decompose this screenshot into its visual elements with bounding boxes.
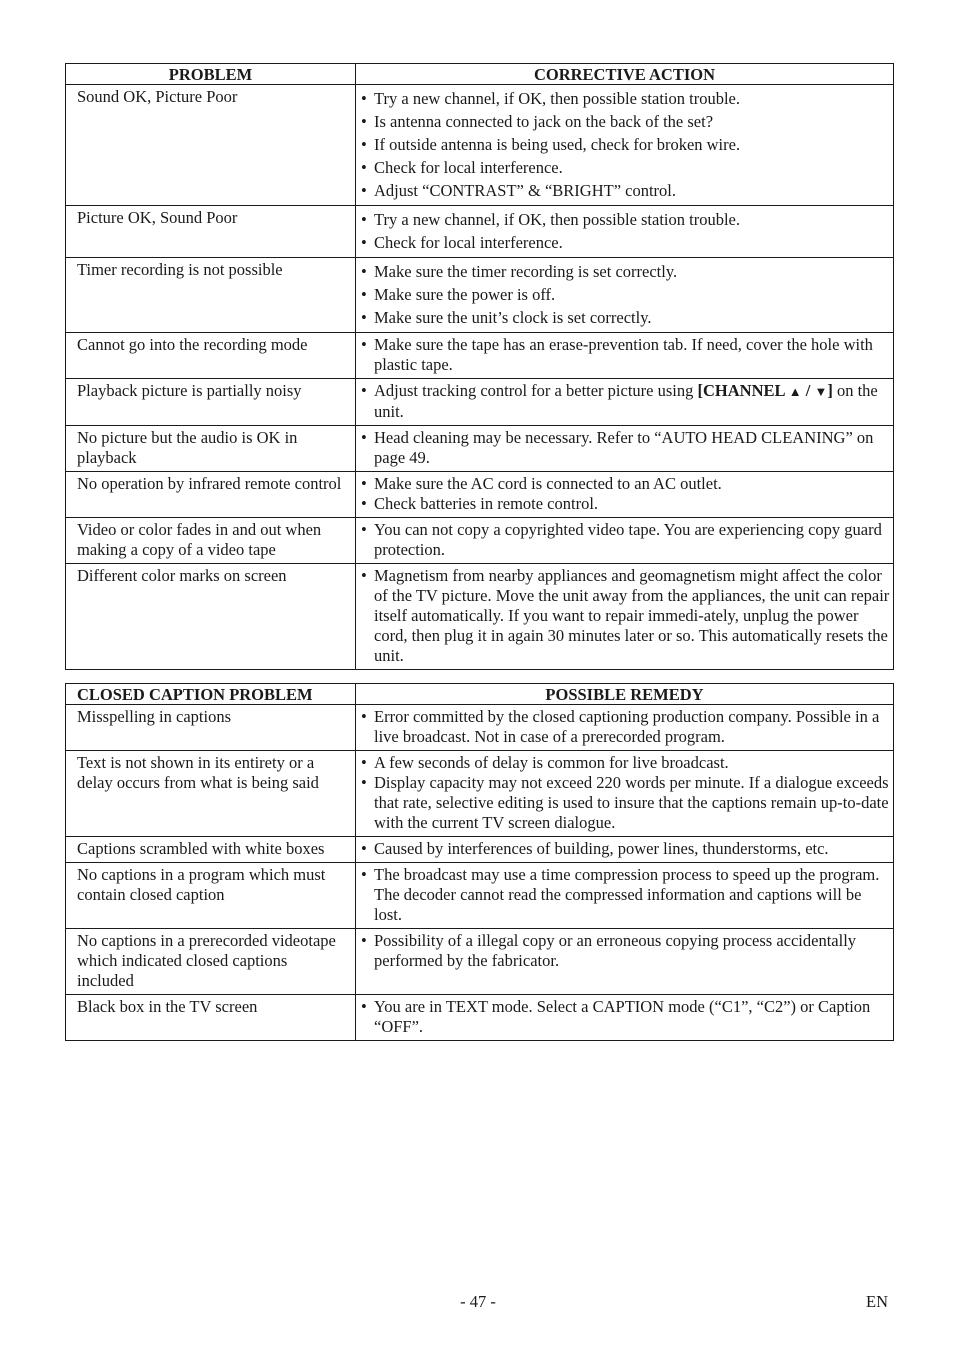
problem-cell: No picture but the audio is OK in playback <box>66 426 356 472</box>
remedy-cell <box>356 929 894 995</box>
remedy-item: • You are in TEXT mode. Select a CAPTION mode (“C1”, “C2”) or Caption “OFF”. <box>360 997 890 1037</box>
table-row <box>66 705 894 751</box>
problem-cell: No operation by infrared remote control <box>66 472 356 518</box>
remedy-item: • Error committed by the closed captioning production company. Possible in a live broadcast. Not in case of a prerecorded program. <box>360 707 890 747</box>
problem-cell: Video or color fades in and out when making a copy of a video tape <box>66 518 356 564</box>
action-item: • Make sure the timer recording is set correctly. <box>360 260 890 283</box>
remedy-cell <box>356 705 894 751</box>
problem-cell: Black box in the TV screen <box>66 995 356 1041</box>
action-text: on the unit. <box>374 381 878 421</box>
problem-cell: Picture OK, Sound Poor <box>66 206 356 258</box>
page-number: - 47 - <box>460 1292 496 1311</box>
action-cell <box>356 426 894 472</box>
possible-remedy-column-header: POSSIBLE REMEDY <box>356 684 894 705</box>
bracket-close: ] <box>827 381 833 400</box>
table-row <box>66 518 894 564</box>
problem-cell: Text is not shown in its entirety or a delay occurs from what is being said <box>66 751 356 837</box>
problem-cell: Different color marks on screen <box>66 564 356 670</box>
action-item: • Make sure the AC cord is connected to an AC outlet. <box>360 474 890 494</box>
corrective-action-column-header: CORRECTIVE ACTION <box>356 64 894 85</box>
closed-caption-problem-column-header: CLOSED CAPTION PROBLEM <box>66 684 356 705</box>
problem-cell: Sound OK, Picture Poor <box>66 85 356 206</box>
problem-cell: Timer recording is not possible <box>66 258 356 333</box>
table-row <box>66 863 894 929</box>
action-item: • Check for local interference. <box>360 231 890 254</box>
table-row <box>66 333 894 379</box>
action-item: • Make sure the unit’s clock is set correctly. <box>360 306 890 329</box>
remedy-item: • Possibility of a illegal copy or an erroneous copying process accidentally performed by the fabricator. <box>360 931 890 971</box>
problem-cell: Playback picture is partially noisy <box>66 379 356 426</box>
table-row <box>66 564 894 670</box>
remedy-item: • The broadcast may use a time compression process to speed up the program. The decoder cannot read the compressed information and captions will be lost. <box>360 865 890 925</box>
action-item: • Make sure the power is off. <box>360 283 890 306</box>
problem-cell: Captions scrambled with white boxes <box>66 837 356 863</box>
action-item: • Check batteries in remote control. <box>360 494 890 514</box>
action-cell <box>356 564 894 670</box>
action-item: • Check for local interference. <box>360 156 890 179</box>
table-header-row <box>66 684 894 705</box>
bracket-open: [ <box>697 381 703 400</box>
action-item: • Make sure the tape has an erase-prevention tab. If need, cover the hole with plastic tape. <box>360 335 890 375</box>
action-item: • Adjust “CONTRAST” & “BRIGHT” control. <box>360 179 890 202</box>
action-item: • Try a new channel, if OK, then possible station trouble. <box>360 208 890 231</box>
action-text: Adjust tracking control for a better picture using <box>374 381 698 400</box>
remedy-item: • A few seconds of delay is common for live broadcast. <box>360 753 890 773</box>
action-cell <box>356 258 894 333</box>
table-row <box>66 379 894 426</box>
action-cell <box>356 85 894 206</box>
problem-cell: Cannot go into the recording mode <box>66 333 356 379</box>
remedy-cell <box>356 995 894 1041</box>
table-row <box>66 751 894 837</box>
table-row <box>66 85 894 206</box>
table-row <box>66 426 894 472</box>
remedy-item: • Display capacity may not exceed 220 words per minute. If a dialogue exceeds that rate, selective editing is used to insure that the captions remain up-to-date with the current TV screen dialogue. <box>360 773 890 833</box>
remedy-cell <box>356 837 894 863</box>
closed-caption-table <box>65 683 894 1041</box>
troubleshooting-table <box>65 63 894 670</box>
table-header-row <box>66 64 894 85</box>
action-cell <box>356 333 894 379</box>
action-item: • Try a new channel, if OK, then possible station trouble. <box>360 87 890 110</box>
action-item: • Magnetism from nearby appliances and geomagnetism might affect the color of the TV picture. Move the unit away from the appliances, the unit can repair itself automatically. If you want to repair immedi-ately, unplug the power cord, then plug it in again 30 minutes later or so. This automatically resets the unit. <box>360 566 890 666</box>
table-row <box>66 995 894 1041</box>
slash-separator: / <box>801 381 815 400</box>
action-cell <box>356 518 894 564</box>
action-item: • Is antenna connected to jack on the back of the set? <box>360 110 890 133</box>
table-row <box>66 837 894 863</box>
channel-button-label: CHANNEL <box>703 381 789 400</box>
action-item: • If outside antenna is being used, check for broken wire. <box>360 133 890 156</box>
table-row <box>66 929 894 995</box>
action-cell <box>356 379 894 426</box>
remedy-cell <box>356 751 894 837</box>
remedy-item: • Caused by interferences of building, power lines, thunderstorms, etc. <box>360 839 890 859</box>
language-code: EN <box>866 1292 888 1311</box>
table-row <box>66 206 894 258</box>
action-cell <box>356 206 894 258</box>
problem-column-header: PROBLEM <box>66 64 356 85</box>
triangle-down-icon: ▼ <box>814 384 828 399</box>
table-row <box>66 258 894 333</box>
triangle-up-icon: ▲ <box>788 384 802 399</box>
problem-cell: No captions in a prerecorded videotape which indicated closed captions included <box>66 929 356 995</box>
action-item: • Head cleaning may be necessary. Refer to “AUTO HEAD CLEANING” on page 49. <box>360 428 890 468</box>
table-row <box>66 472 894 518</box>
problem-cell: Misspelling in captions <box>66 705 356 751</box>
action-item: • You can not copy a copyrighted video tape. You are experiencing copy guard protection. <box>360 520 890 560</box>
action-item <box>360 381 890 422</box>
problem-cell: No captions in a program which must contain closed caption <box>66 863 356 929</box>
action-cell <box>356 472 894 518</box>
remedy-cell <box>356 863 894 929</box>
